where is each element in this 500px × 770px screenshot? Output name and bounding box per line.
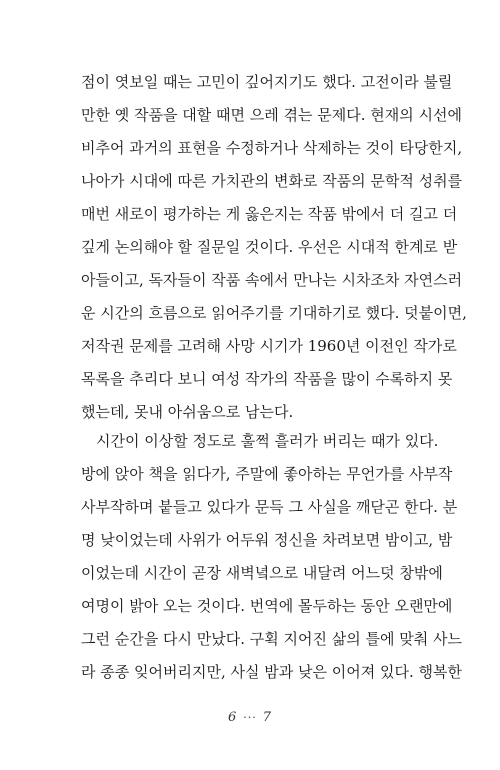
folio-separator: ··· — [243, 711, 257, 724]
text-line: 방에 앉아 책을 읽다가, 주말에 좋아하는 무언가를 사부작 — [81, 465, 453, 483]
text-line: 만한 옛 작품을 대할 때면 으레 겪는 문제다. 현재의 시선에 — [81, 106, 462, 124]
text-line: 점이 엿보일 때는 고민이 깊어지기도 했다. 고전이라 불릴 — [81, 73, 453, 91]
text-line: 운 시간의 흐름으로 읽어주기를 기대하기로 했다. 덧붙이면, — [81, 304, 467, 322]
text-line: 명 낮이었는데 사위가 어두워 정신을 차려보면 밤이고, 밤 — [81, 531, 453, 549]
text-line: 그런 순간을 다시 만났다. 구획 지어진 삶의 틀에 맞춰 사느 — [81, 630, 462, 648]
text-line: 비추어 과거의 표현을 수정하거나 삭제하는 것이 타당한지, — [81, 139, 463, 157]
text-line: 했는데, 못내 아쉬움으로 남는다. — [81, 403, 294, 421]
text-line: 라 종종 잊어버리지만, 사실 밤과 낮은 이어져 있다. 행복한 — [81, 663, 462, 681]
text-line: 사부작하며 붙들고 있다가 문득 그 사실을 깨닫곤 한다. 분 — [81, 498, 458, 516]
text-line: 아들이고, 독자들이 작품 속에서 만나는 시차조차 자연스러 — [81, 271, 463, 289]
paragraph-2 — [81, 425, 462, 689]
text-line: 이었는데 시간이 곧장 새벽녘으로 내달려 어느덧 창밖에 — [81, 564, 443, 582]
text-line: 여명이 밝아 오는 것이다. 번역에 몰두하는 동안 오랜만에 — [81, 597, 453, 615]
page-number-footer — [0, 710, 500, 725]
paragraph-1 — [81, 66, 467, 429]
text-line: 나아가 시대에 따른 가치관의 변화로 작품의 문학적 성취를 — [81, 172, 463, 190]
left-page-number: 6 — [227, 710, 238, 725]
text-line: 목록을 추리다 보니 여성 작가의 작품을 많이 수록하지 못 — [81, 370, 453, 388]
right-page-number: 7 — [262, 710, 273, 725]
text-line: 저작권 문제를 고려해 사망 시기가 1960년 이전인 작가로 — [81, 337, 457, 355]
text-line: 시간이 이상할 정도로 훌쩍 흘러가 버리는 때가 있다. — [96, 432, 439, 450]
text-line: 깊게 논의해야 할 질문일 것이다. 우선은 시대적 한계로 받 — [81, 238, 458, 256]
text-line: 매번 새로이 평가하는 게 옳은지는 작품 밖에서 더 길고 더 — [81, 205, 458, 223]
